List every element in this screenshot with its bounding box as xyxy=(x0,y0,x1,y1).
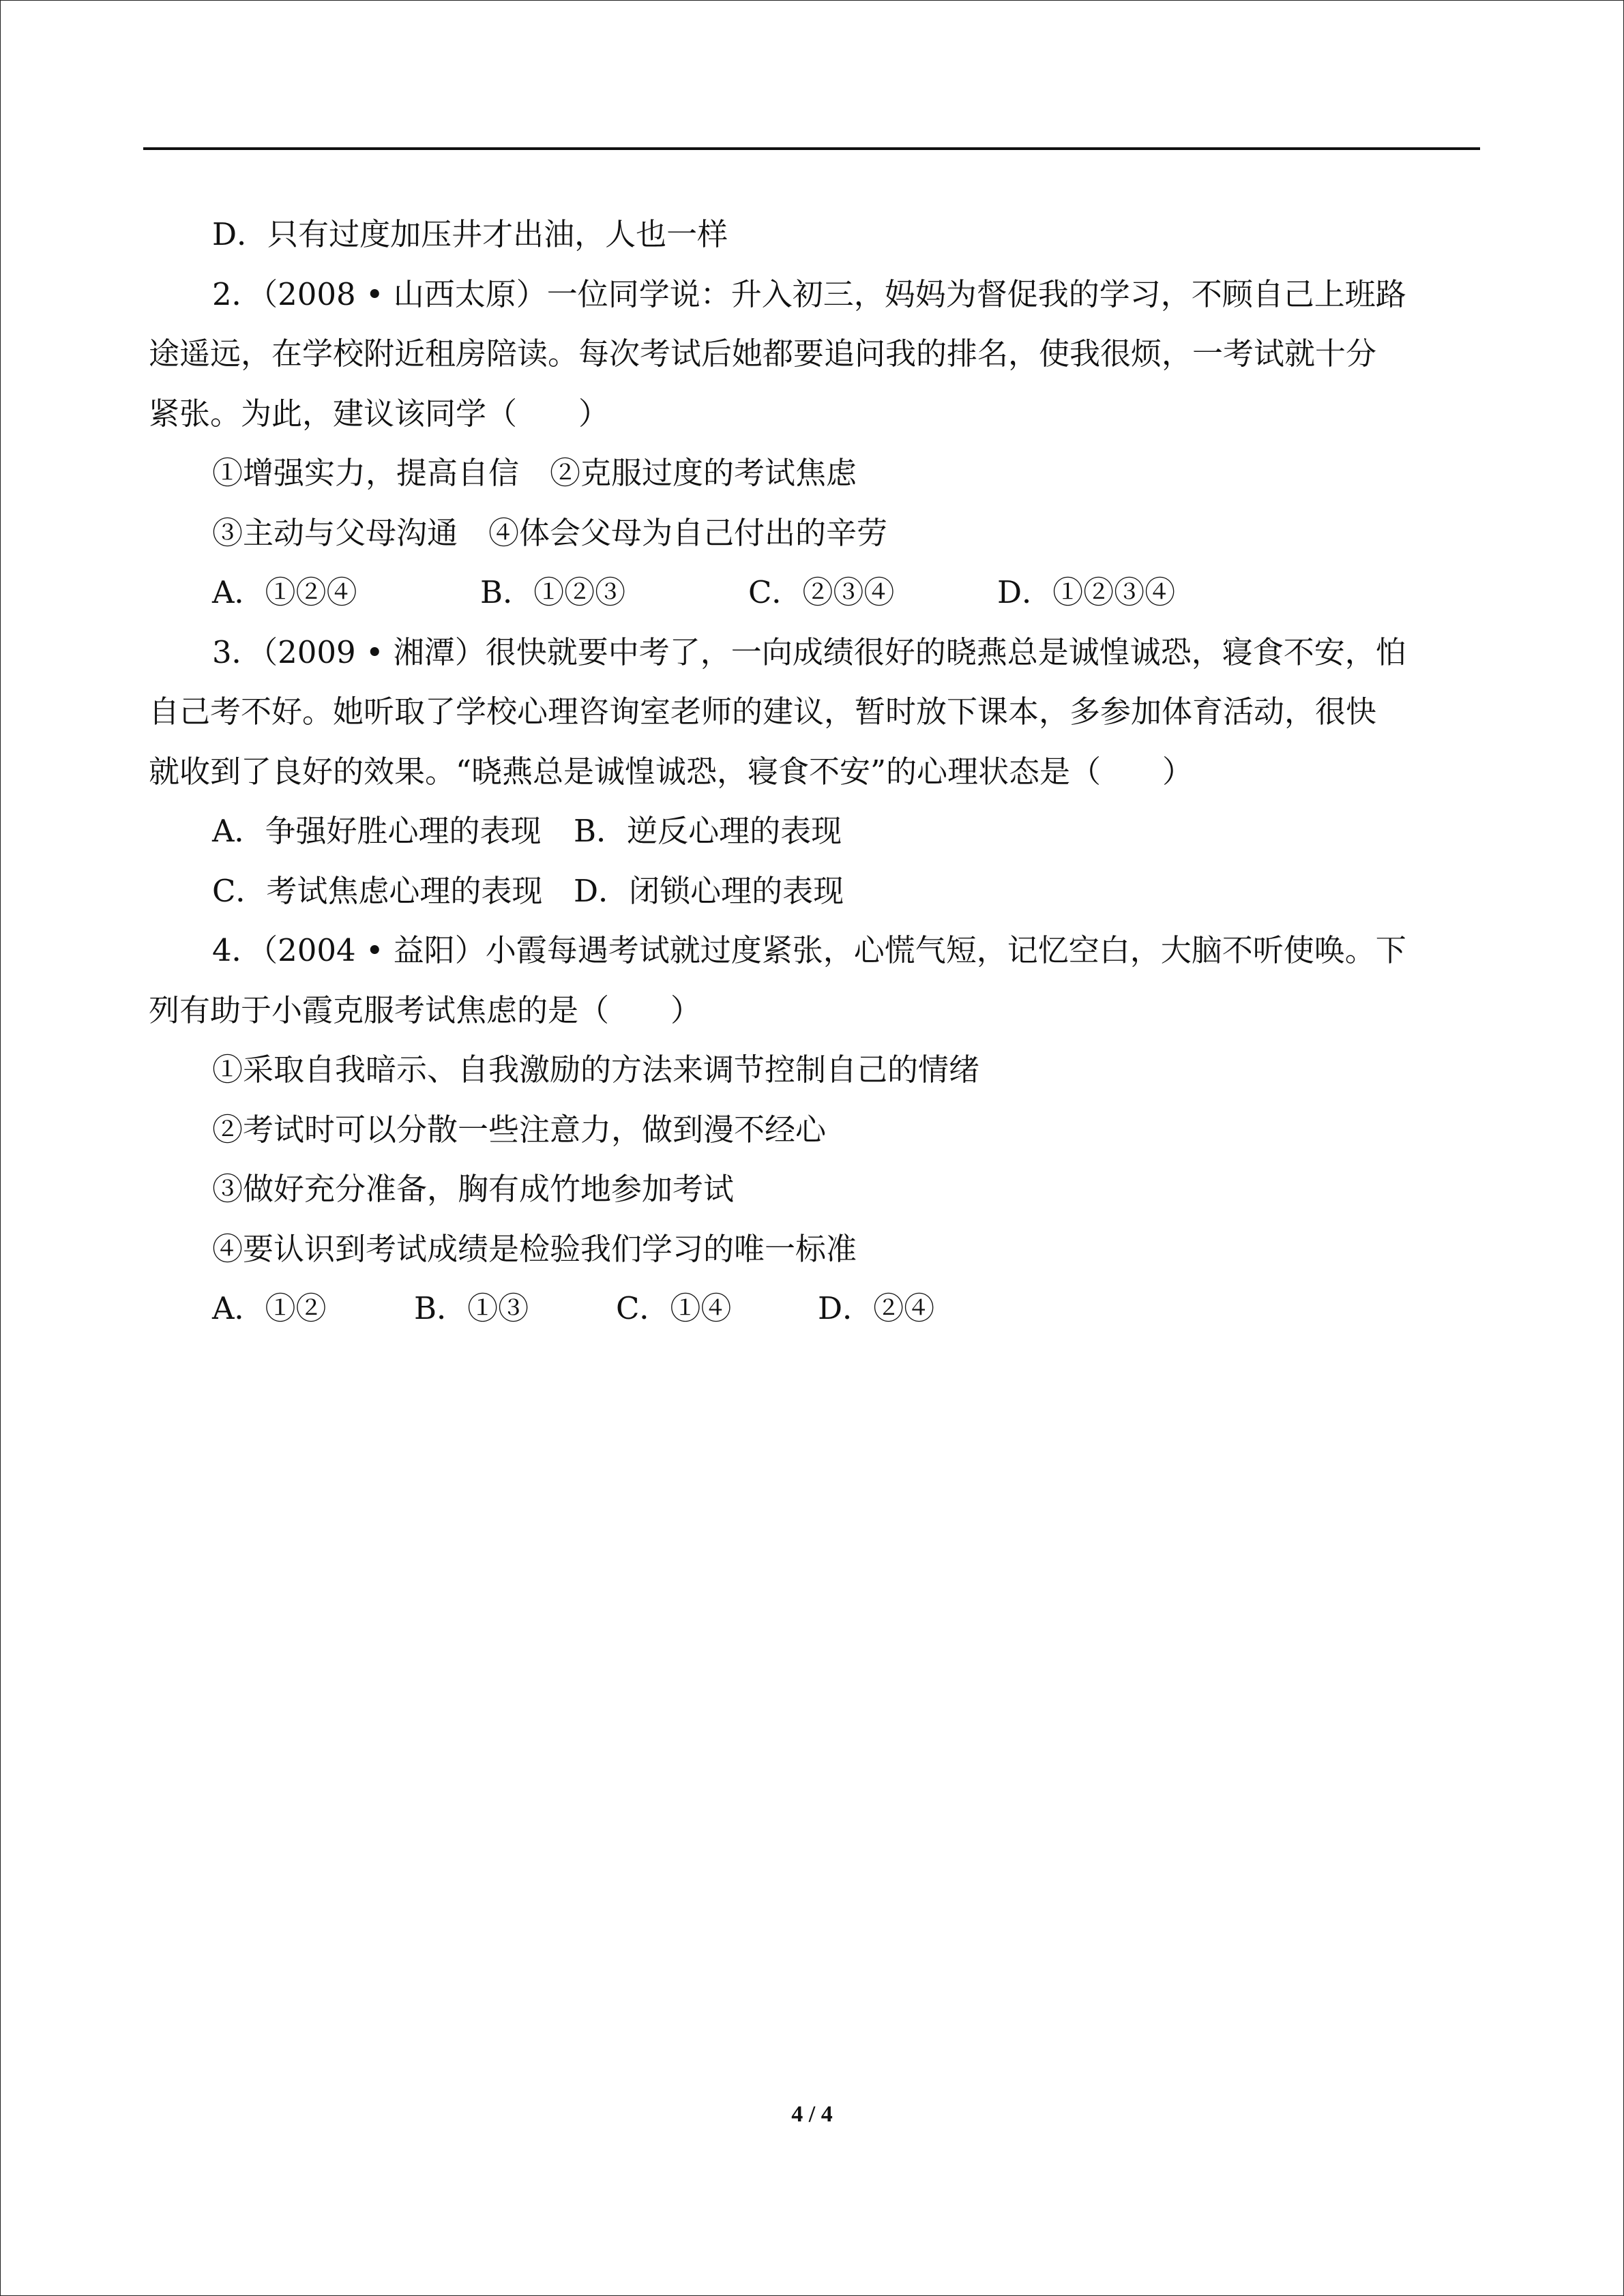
q2-stem-line-2 xyxy=(149,324,1462,384)
q2-choice-d: D．①②③④ xyxy=(997,574,1176,610)
q2-choice-b: B．①②③ xyxy=(480,574,626,610)
q2-statement-row-1 xyxy=(149,443,1462,503)
q2-statement-1: ①增强实力，提高自信 xyxy=(212,455,520,491)
q3-choice-b: B．逆反心理的表现 xyxy=(574,813,842,849)
q3-stem-line-1 xyxy=(149,623,1462,683)
q3-choice-c: C．考试焦虑心理的表现 xyxy=(212,872,543,909)
q4-choices xyxy=(149,1279,1462,1339)
q4-statement-4 xyxy=(149,1219,1462,1279)
q4-choice-a: A．①② xyxy=(212,1290,327,1326)
q2-statement-3: ③主动与父母沟通 xyxy=(212,514,458,551)
q2-stem-line-1 xyxy=(149,265,1462,325)
q3-choices-row-1 xyxy=(149,801,1462,861)
q3-stem-line-3 xyxy=(149,742,1462,802)
q4-statement-2 xyxy=(149,1100,1462,1160)
q2-choice-c: C．②③④ xyxy=(748,574,895,610)
q2-stem-line-3 xyxy=(149,384,1462,444)
q2-stem-text-3: 紧张。为此，建议该同学（ ） xyxy=(149,395,610,432)
q4-stem-text-1: 4．（2004 • 益阳）小霞每遇考试就过度紧张，心慌气短，记忆空白，大脑不听使唤。下 xyxy=(212,932,1406,968)
q1-option-d xyxy=(149,205,1462,265)
q4-stem-line-1 xyxy=(149,921,1462,981)
q4-choice-b: B．①③ xyxy=(414,1290,529,1326)
q2-stem-text-2: 途遥远，在学校附近租房陪读。每次考试后她都要追问我的排名，使我很烦，一考试就十分 xyxy=(149,336,1377,372)
page-number: 4 / 4 xyxy=(791,2102,833,2127)
q1-option-d-text: D．只有过度加压井才出油，人也一样 xyxy=(212,216,728,252)
q2-statement-4: ④体会父母为自己付出的辛劳 xyxy=(488,514,888,551)
q3-stem-text-3: 就收到了良好的效果。“晓燕总是诚惶诚恐，寝食不安”的心理状态是（ ） xyxy=(149,753,1194,790)
q2-choices xyxy=(149,563,1462,623)
q3-stem-line-2 xyxy=(149,682,1462,742)
q3-choice-a: A．争强好胜心理的表现 xyxy=(212,813,542,849)
q4-statement-1 xyxy=(149,1040,1462,1100)
q3-stem-text-2: 自己考不好。她听取了学校心理咨询室老师的建议，暂时放下课本，多参加体育活动，很快 xyxy=(149,694,1377,730)
q4-statement-text-2: ②考试时可以分散一些注意力，做到漫不经心 xyxy=(212,1111,827,1148)
q3-stem-text-1: 3．（2009 • 湘潭）很快就要中考了，一向成绩很好的晓燕总是诚惶诚恐，寝食不安，怕 xyxy=(212,633,1406,670)
q4-choice-d: D．②④ xyxy=(818,1290,935,1326)
q3-choices-row-2 xyxy=(149,861,1462,921)
document-body xyxy=(149,205,1462,1339)
q3-choice-d: D．闭锁心理的表现 xyxy=(574,872,844,909)
q4-statement-text-1: ①采取自我暗示、自我激励的方法来调节控制自己的情绪 xyxy=(212,1052,980,1088)
q2-stem-text-1: 2．（2008 • 山西太原）一位同学说：升入初三，妈妈为督促我的学习，不顾自己上班路 xyxy=(212,275,1406,312)
q2-statement-row-2 xyxy=(149,503,1462,563)
q2-statement-2: ②克服过度的考试焦虑 xyxy=(550,455,857,491)
q4-stem-line-2 xyxy=(149,981,1462,1041)
q4-stem-text-2: 列有助于小霞克服考试焦虑的是（ ） xyxy=(149,992,702,1028)
q4-statement-3 xyxy=(149,1159,1462,1219)
header-rule xyxy=(143,147,1480,150)
q2-choice-a: A．①②④ xyxy=(212,574,357,610)
q4-choice-c: C．①④ xyxy=(616,1290,732,1326)
q4-statement-text-3: ③做好充分准备，胸有成竹地参加考试 xyxy=(212,1171,735,1207)
q4-statement-text-4: ④要认识到考试成绩是检验我们学习的唯一标准 xyxy=(212,1230,857,1267)
